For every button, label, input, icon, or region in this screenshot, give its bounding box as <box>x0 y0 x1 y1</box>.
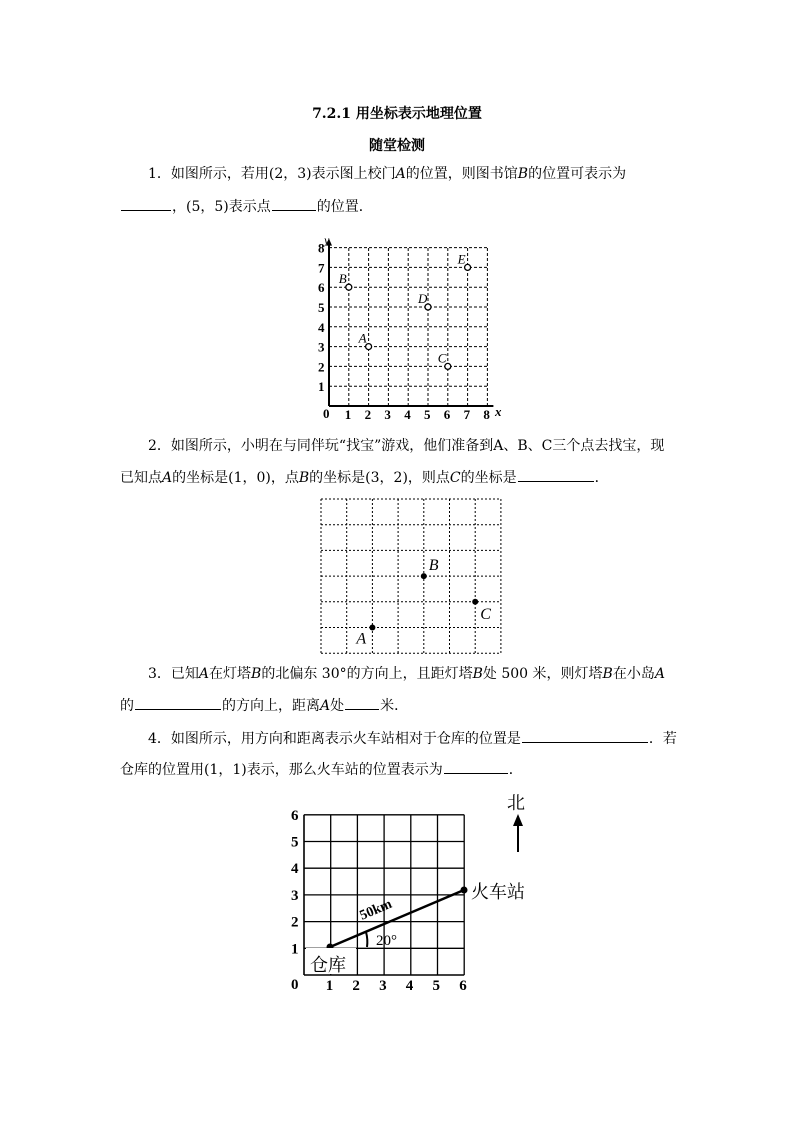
x-tick-label: 5 <box>432 978 440 994</box>
point-dot <box>472 599 478 605</box>
point-label: A <box>356 630 367 648</box>
y-tick-label: 3 <box>291 887 299 904</box>
map-origin-label: 0 <box>291 977 299 993</box>
point-label: B <box>338 271 347 287</box>
q3-line2: 的 的方向上，距离A处 米． <box>120 695 408 716</box>
x-tick-label: 5 <box>424 407 431 422</box>
answer-blank[interactable] <box>444 759 508 774</box>
y-axis-label: y <box>324 233 330 247</box>
x-tick-label: 1 <box>344 407 352 422</box>
y-tick-label: 1 <box>318 379 325 395</box>
north-label: 北 <box>507 793 525 813</box>
y-tick-label: 3 <box>318 339 325 355</box>
angle-label: 20° <box>376 933 397 949</box>
x-tick-label: 3 <box>379 978 387 994</box>
treasure-grid <box>321 499 501 653</box>
x-tick-label: 2 <box>352 978 360 994</box>
q1-line2: ，(5，5)表示点 的位置． <box>120 196 373 217</box>
y-tick-label: 6 <box>318 280 325 296</box>
grid-lines <box>326 239 493 406</box>
point-label: D <box>418 291 428 306</box>
y-tick-label: 5 <box>291 834 299 851</box>
x-axis-label: x <box>495 404 502 419</box>
page-title: 7.2.1 用坐标表示地理位置 <box>312 106 482 122</box>
angle-arc <box>366 932 367 947</box>
answer-blank[interactable] <box>518 467 594 482</box>
x-tick-label: 4 <box>404 407 411 422</box>
x-tick-label: 1 <box>325 978 334 994</box>
station-point <box>461 887 468 894</box>
y-tick-label: 2 <box>318 359 325 375</box>
point-label: E <box>457 251 466 267</box>
x-tick-label: 6 <box>459 978 467 994</box>
x-tick-label: 2 <box>364 407 372 422</box>
y-tick-label: 8 <box>318 240 325 256</box>
y-tick-label: 7 <box>318 260 325 276</box>
route-line <box>330 890 464 947</box>
north-arrow-head-icon <box>513 814 523 826</box>
y-tick-label: 5 <box>318 300 325 315</box>
section-subtitle: 随堂检测 <box>369 138 425 154</box>
answer-blank[interactable] <box>522 728 648 743</box>
answer-blank[interactable] <box>135 695 221 710</box>
x-tick-label: 3 <box>384 407 391 422</box>
q1-line1: 1．如图所示，若用(2，3)表示图上校门A的位置，则图书馆B的位置可表示为 <box>148 166 627 182</box>
plotted-points <box>339 251 471 369</box>
distance-label: 50km <box>357 896 395 924</box>
station-label: 火车站 <box>471 882 525 902</box>
y-tick-label: 1 <box>291 941 299 958</box>
x-tick-label: 4 <box>405 978 414 994</box>
x-tick-label: 6 <box>443 407 451 422</box>
x-tick-label: 7 <box>463 407 471 422</box>
q4-line1: 4．如图所示，用方向和距离表示火车站相对于仓库的位置是 ．若 <box>148 728 677 749</box>
point-dot <box>421 573 427 579</box>
point-label: A <box>358 330 367 346</box>
warehouse-label: 仓库 <box>310 955 346 975</box>
origin-label: 0 <box>323 406 330 421</box>
point-label: B <box>428 557 439 575</box>
q2-line2: 已知点A的坐标是(1，0)，点B的坐标是(3，2)，则点C的坐标是 ． <box>120 467 609 488</box>
q4-line2: 仓库的位置用(1，1)表示，那么火车站的位置表示为 ． <box>120 759 523 780</box>
q3-line1: 3．已知A在灯塔B的北偏东 30°的方向上，且距灯塔B处 500 米，则灯塔B在小岛A <box>148 666 665 682</box>
q2-line1: 2．如图所示，小明在与同伴玩“找宝”游戏，他们准备到A、B、C三个点去找宝，现 <box>148 438 665 454</box>
answer-blank[interactable] <box>345 695 379 710</box>
point-label: C <box>480 605 491 623</box>
y-tick-label: 4 <box>291 861 299 878</box>
y-tick-label: 6 <box>291 807 299 824</box>
y-tick-label: 2 <box>291 914 299 931</box>
x-tick-label: 8 <box>483 407 490 422</box>
y-tick-label: 4 <box>318 319 325 335</box>
point-label: C <box>437 350 447 366</box>
point-dot <box>369 625 375 631</box>
